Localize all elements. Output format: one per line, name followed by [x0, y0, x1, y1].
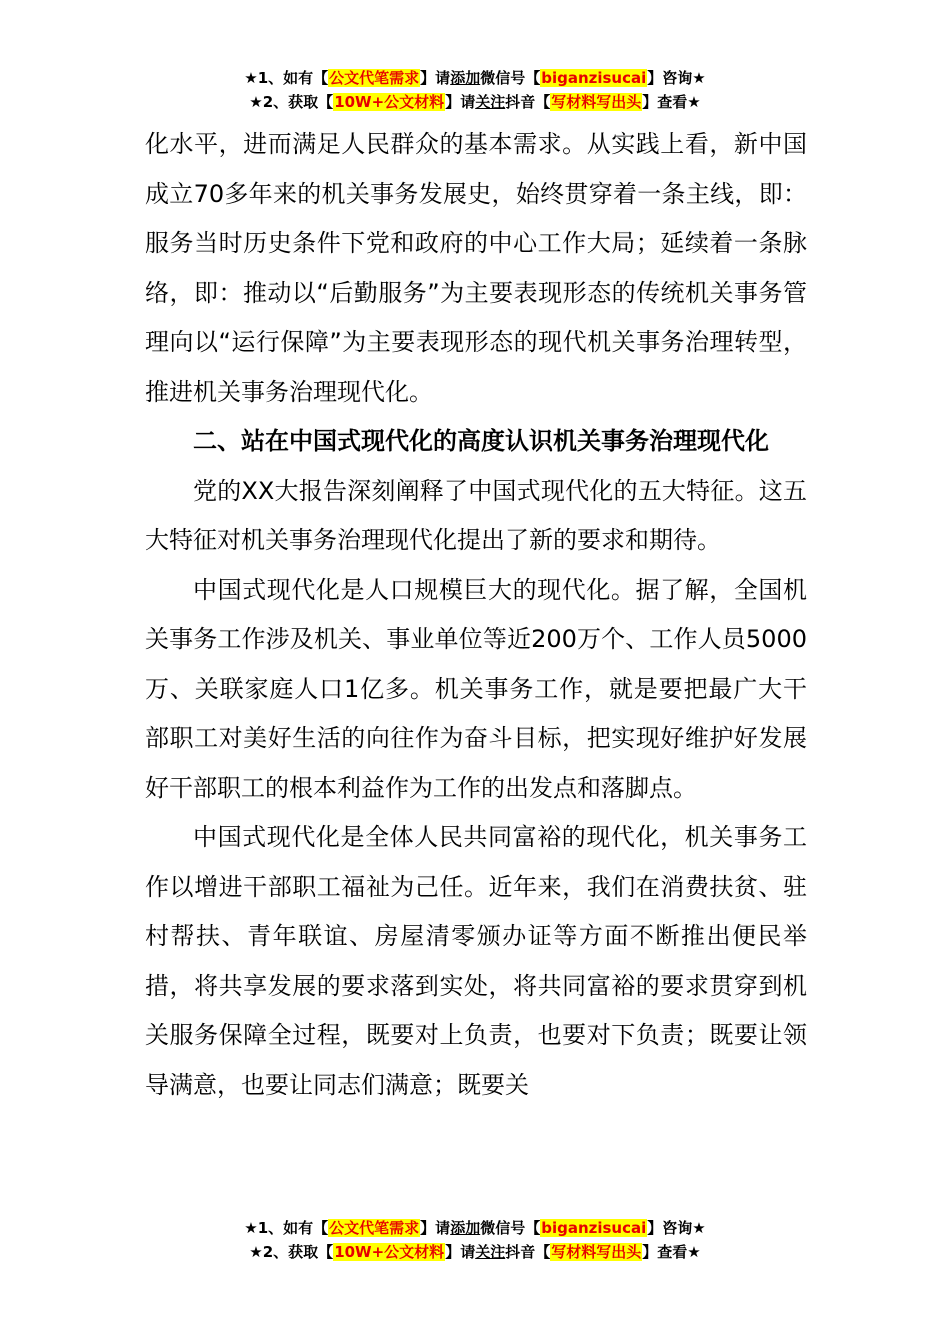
promo-highlight: 10W+公文材料: [334, 93, 445, 111]
header-promo-banner: [0, 66, 950, 114]
paragraph-continued: 化水平，进而满足人民群众的基本需求。从实践上看，新中国成立70多年来的机关事务发展史，始终贯穿着一条主线，即：服务当时历史条件下党和政府的中心工作大局；延续着一条脉络，即：推动以“后勤服务”为主要表现形态的传统机关事务管理向以“运行保障”为主要表现形态的现代机关事务治理转型，推进机关事务治理现代化。: [145, 130, 807, 406]
promo-highlight: 公文代笔需求: [329, 1219, 420, 1237]
section-heading: 二、站在中国式现代化的高度认识机关事务治理现代化: [193, 427, 769, 455]
footer-promo-banner: [0, 1216, 950, 1264]
promo-highlight: 公文代笔需求: [329, 69, 420, 87]
promo-highlight-wechat: biganzisucai: [541, 1219, 647, 1237]
promo-highlight: 10W+公文材料: [334, 1243, 445, 1261]
paragraph: 中国式现代化是人口规模巨大的现代化。据了解，全国机关事务工作涉及机关、事业单位等近200万个、工作人员5000万、关联家庭人口1亿多。机关事务工作，就是要把最广大干部职工对美好生活的向往作为奋斗目标，把实现好维护好发展好干部职工的根本利益作为工作的出发点和落脚点。: [145, 575, 807, 802]
promo-highlight-douyin: 写材料写出头: [551, 93, 642, 111]
promo-highlight-douyin: 写材料写出头: [551, 1243, 642, 1261]
promo-highlight-wechat: biganzisucai: [541, 69, 647, 87]
promo-line-1: ★1、如有【公文代笔需求】请添加微信号【biganzisucai】咨询★: [244, 69, 706, 87]
paragraph: 中国式现代化是全体人民共同富裕的现代化，机关事务工作以增进干部职工福祉为己任。近年来，我们在消费扶贫、驻村帮扶、青年联谊、房屋清零颁办证等方面不断推出便民举措，将共享发展的要求落到实处，将共同富裕的要求贯穿到机关服务保障全过程，既要对上负责，也要对下负责；既要让领导满意，也要让同志们满意；既要关: [145, 823, 807, 1099]
promo-line-1: ★1、如有【公文代笔需求】请添加微信号【biganzisucai】咨询★: [244, 1219, 706, 1237]
document-body: [145, 120, 807, 1110]
promo-line-2: ★2、获取【10W+公文材料】请关注抖音【写材料写出头】查看★: [249, 1243, 701, 1261]
promo-line-2: ★2、获取【10W+公文材料】请关注抖音【写材料写出头】查看★: [249, 93, 701, 111]
paragraph: 党的XX大报告深刻阐释了中国式现代化的五大特征。这五大特征对机关事务治理现代化提出了新的要求和期待。: [145, 476, 807, 554]
